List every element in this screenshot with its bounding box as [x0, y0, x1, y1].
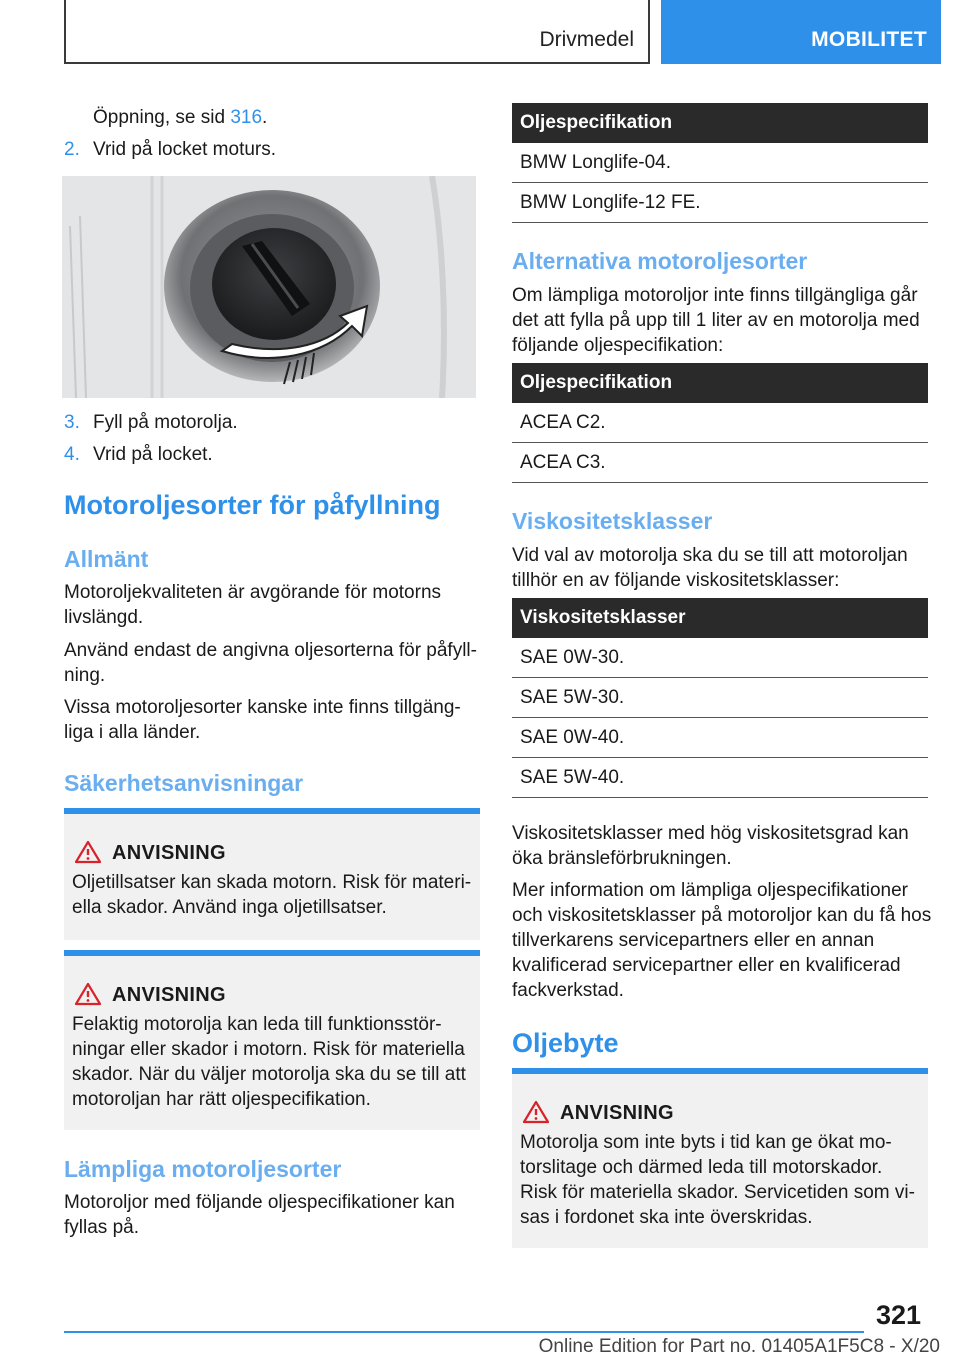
oil-change-title: Oljebyte: [512, 1028, 619, 1058]
notice-3-heading: ANVISNING: [560, 1102, 674, 1124]
header-chapter: Drivmedel: [539, 28, 634, 51]
table-header: Oljespecifikation: [512, 103, 928, 143]
table-header: Oljespecifikation: [512, 363, 928, 403]
visc-p2: Viskositetsklasser med hög viskositetsgrad kan öka bränsleförbrukningen.: [512, 823, 909, 869]
alt-text: Om lämpliga motoroljor inte finns tillgängliga går det att fylla på upp till 1 liter av en motorolja med följande oljespecifikation:: [512, 285, 920, 356]
page-link[interactable]: 316: [230, 107, 263, 128]
suitable-text: Motoroljor med följande oljespecifikationer kan fyllas på.: [64, 1192, 455, 1238]
oil-cap-photo: [62, 176, 476, 398]
visc-title: Viskositetsklasser: [512, 508, 713, 534]
viscosity-table: [512, 598, 928, 798]
intro-line: Öppning, se sid 316.: [93, 107, 268, 128]
visc-p3: Mer information om lämpliga oljespecifikationer och viskositetsklasser på motoroljor kan du få hos tillverkarens servicepartners eller en annan kvalificerad servicepartner eller en kvalificerad fackverkstad.: [512, 880, 932, 1001]
notice-3-text: Motorolja som inte byts i tid kan ge ökat mo-torslitage och därmed leda till motorskador. Risk för materiella skador. Servicetiden som vi-sas i fordonet ska inte överskridas.: [520, 1132, 915, 1228]
notice-2-heading: ANVISNING: [112, 984, 226, 1006]
notice-box-2: [64, 950, 480, 1130]
oil-spec-table-2: [512, 363, 928, 483]
notice-1-text: Oljetillsatser kan skada motorn. Risk för materi-ella skador. Använd inga oljetillsatser.: [72, 872, 472, 918]
suitable-title: Lämpliga motoroljesorter: [64, 1156, 342, 1182]
table-row: ACEA C2.: [512, 403, 928, 443]
notice-1-heading: ANVISNING: [112, 842, 226, 864]
table-row: SAE 5W-40.: [512, 758, 928, 798]
table-row: ACEA C3.: [512, 443, 928, 483]
table-header: Viskositetsklasser: [512, 598, 928, 638]
visc-text: Vid val av motorolja ska du se till att motoroljan tillhör en av följande viskositetsklasser:: [512, 545, 908, 591]
table-row: BMW Longlife-04.: [512, 143, 928, 183]
notice-box-1: [64, 808, 480, 940]
general-p2: Använd endast de angivna oljesorterna för påfyll-ning.: [64, 640, 477, 686]
general-p1: Motoroljekvaliteten är avgörande för motorns livslängd.: [64, 582, 442, 628]
warning-icon: [522, 1100, 550, 1124]
general-p3: Vissa motoroljesorter kanske inte finns tillgäng-liga i alla länder.: [64, 697, 461, 743]
warning-icon: [74, 840, 102, 864]
table-row: SAE 5W-30.: [512, 678, 928, 718]
safety-title: Säkerhetsanvisningar: [64, 770, 304, 796]
section-title: Motoroljesorter för påfyllning: [64, 490, 441, 520]
header-section: MOBILITET: [811, 28, 927, 51]
page-number: 321: [876, 1300, 922, 1330]
table-row: BMW Longlife-12 FE.: [512, 183, 928, 223]
table-row: SAE 0W-40.: [512, 718, 928, 758]
header-section-tab: [661, 0, 941, 64]
header-chapter-box: [64, 0, 650, 64]
warning-icon: [74, 982, 102, 1006]
general-title: Allmänt: [64, 546, 149, 572]
oil-spec-table-1: [512, 103, 928, 223]
table-row: SAE 0W-30.: [512, 638, 928, 678]
alt-title: Alternativa motoroljesorter: [512, 248, 808, 274]
notice-2-text: Felaktig motorolja kan leda till funktionsstör-ningar eller skador i motorn. Risk för materiella skador. När du väljer motorolja ska du se till att motoroljan har rätt oljespecifikation.: [72, 1014, 466, 1110]
footer-edition: Online Edition for Part no. 01405A1F5C8 - X/20: [538, 1336, 940, 1357]
footer-divider: [64, 1331, 864, 1333]
notice-box-3: [512, 1068, 928, 1248]
